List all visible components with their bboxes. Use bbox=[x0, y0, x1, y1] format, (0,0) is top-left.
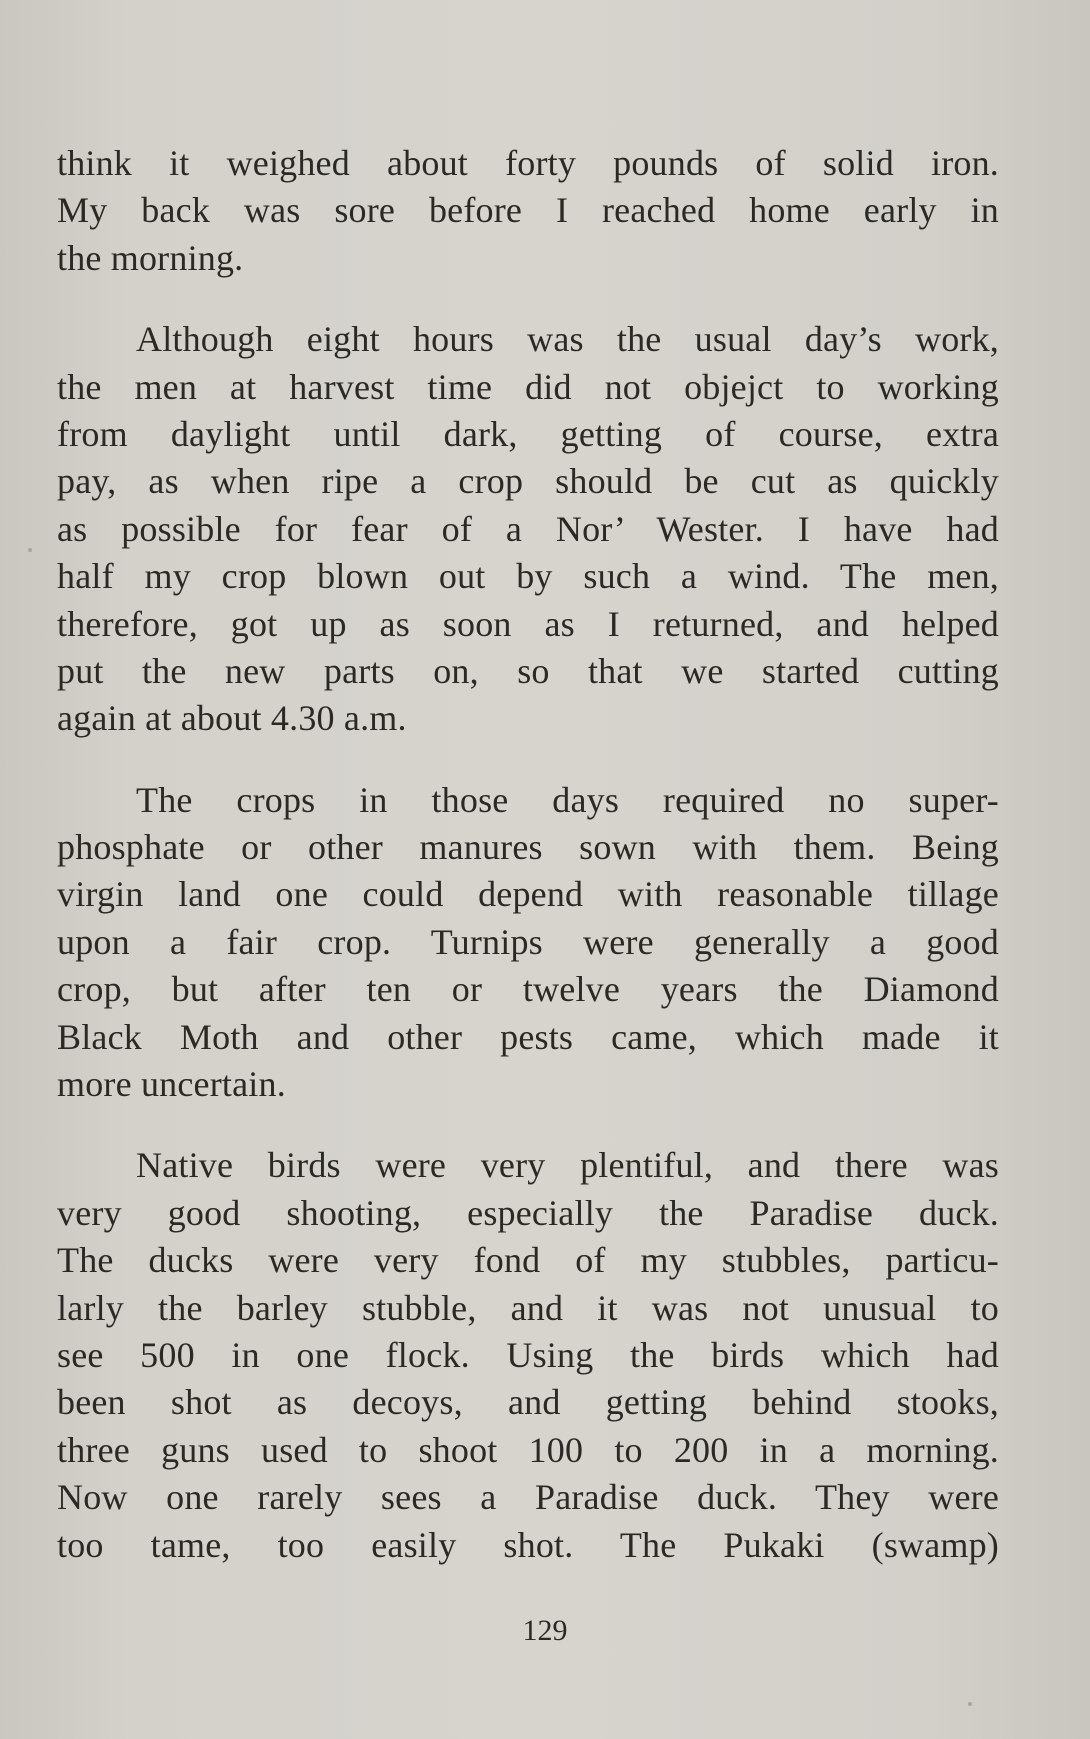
text-line: the men at harvest time did not objejct to working bbox=[57, 366, 999, 407]
text-line: larly the barley stubble, and it was not unusual to bbox=[57, 1287, 999, 1328]
text-line: Although eight hours was the usual day’s work, bbox=[136, 319, 999, 360]
text-line: My back was sore before I reached home early in bbox=[57, 190, 999, 231]
text-line: been shot as decoys, and getting behind stooks, bbox=[57, 1382, 999, 1423]
page-number: 129 bbox=[522, 1614, 568, 1647]
paragraph-2 bbox=[57, 316, 999, 743]
text-line: very good shooting, especially the Paradise duck. bbox=[57, 1192, 999, 1233]
text-line: upon a fair crop. Turnips were generally a good bbox=[57, 921, 999, 962]
paragraph-1 bbox=[57, 140, 999, 282]
paragraph-3 bbox=[57, 777, 999, 1109]
text-line: too tame, too easily shot. The Pukaki (swamp) bbox=[57, 1524, 999, 1565]
paper-speck bbox=[28, 548, 32, 552]
text-line: The crops in those days required no super- bbox=[136, 779, 999, 820]
text-line: see 500 in one flock. Using the birds which had bbox=[57, 1334, 999, 1375]
text-line: Black Moth and other pests came, which made it bbox=[57, 1016, 999, 1057]
text-line: crop, but after ten or twelve years the Diamond bbox=[57, 969, 999, 1010]
paper-speck bbox=[968, 1702, 972, 1706]
text-line: half my crop blown out by such a wind. The men, bbox=[57, 556, 999, 597]
text-line: pay, as when ripe a crop should be cut as quickly bbox=[57, 461, 999, 502]
text-line: Now one rarely sees a Paradise duck. They were bbox=[57, 1477, 999, 1518]
text-line: put the new parts on, so that we started cutting bbox=[57, 650, 999, 691]
paragraph-4 bbox=[57, 1142, 999, 1569]
text-line: think it weighed about forty pounds of solid iron. bbox=[57, 143, 999, 183]
text-line: phosphate or other manures sown with them. Being bbox=[57, 827, 999, 868]
text-line: Native birds were very plentiful, and there was bbox=[136, 1145, 999, 1186]
text-line: therefore, got up as soon as I returned, and helped bbox=[57, 603, 999, 644]
text-line: as possible for fear of a Nor’ Wester. I have had bbox=[57, 508, 999, 549]
text-line: the morning. bbox=[57, 237, 244, 278]
text-line: three guns used to shoot 100 to 200 in a morning. bbox=[57, 1429, 999, 1470]
text-line: from daylight until dark, getting of course, extra bbox=[57, 413, 999, 454]
text-line: again at about 4.30 a.m. bbox=[57, 698, 407, 739]
text-line: The ducks were very fond of my stubbles, particu- bbox=[57, 1240, 999, 1281]
text-line: more uncertain. bbox=[57, 1064, 286, 1105]
text-line: virgin land one could depend with reasonable tillage bbox=[57, 874, 999, 915]
body-text bbox=[57, 140, 999, 1569]
